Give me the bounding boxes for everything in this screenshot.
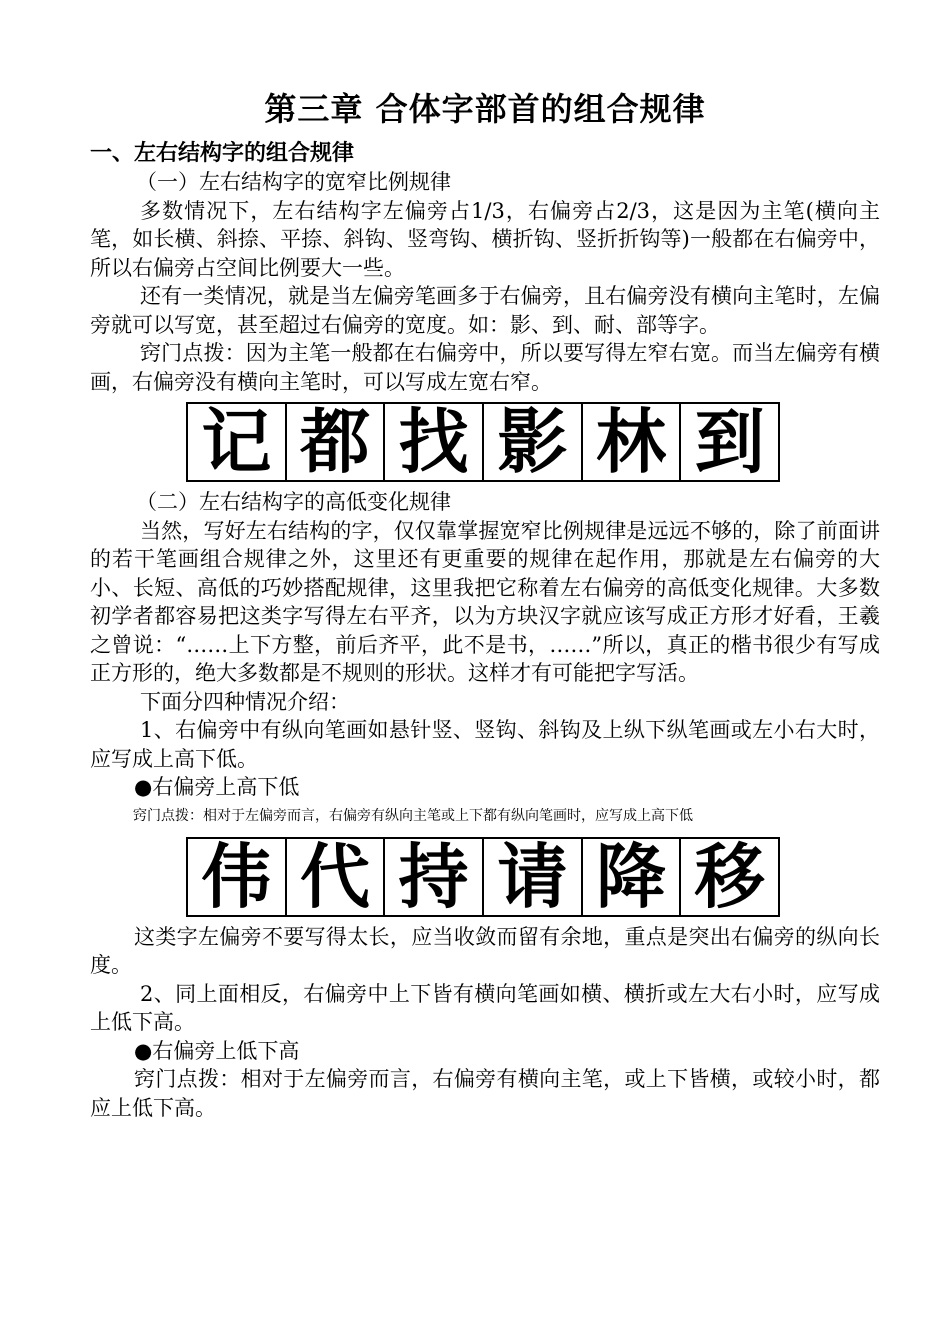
paragraph-6: 1、右偏旁中有纵向笔画如悬针竖、竖钩、斜钩及上纵下纵笔画或左小右大时，应写成上高下低。 [90, 718, 880, 771]
paragraph-9: 窍门点拨：相对于左偏旁而言，右偏旁有横向主笔，或上下皆横，或较小时，都应上低下高。 [90, 1067, 880, 1120]
example-char: 记 [188, 404, 287, 480]
paragraph-8: 2、同上面相反，右偏旁中上下皆有横向笔画如横、横折或左大右小时，应写成上低下高。 [90, 981, 880, 1034]
paragraph-4: 当然，写好左右结构的字，仅仅靠掌握宽窄比例规律是远远不够的，除了前面讲的若干笔画组合规律之外，这里还有更重要的规律在起作用，那就是左右偏旁的大小、长短、高低的巧妙搭配规律，这里我把它称着左右偏旁的高低变化规律。大多数初学者都容易把这类字写得左右平齐，以为方块汉字就应该写成正方形才好看，王羲之曾说：“……上下方整，前后齐平，此不是书，……”所以，真正的楷书很少有写成正方形的，绝大多数都是不规则的形状。这样才有可能把字写活。 [90, 518, 880, 685]
paragraph-1: 多数情况下，左右结构字左偏旁占1/3，右偏旁占2/3，这是因为主笔(横向主笔，如长横、斜捺、平捺、斜钩、竖弯钩、横折钩、竖折折钩等)一般都在右偏旁中，所以右偏旁占空间比例要大一些。 [90, 198, 880, 280]
document-page [90, 86, 880, 1122]
paragraph-3: 窍门点拨：因为主笔一般都在右偏旁中，所以要写得左窄右宽。而当左偏旁有横画，右偏旁没有横向主笔时，可以写成左宽右窄。 [90, 341, 880, 394]
example-char: 代 [287, 839, 386, 915]
paragraph-7: 这类字左偏旁不要写得太长，应当收敛而留有余地，重点是突出右偏旁的纵向长度。 [90, 924, 880, 977]
section-heading: 一、左右结构字的组合规律 [90, 141, 355, 166]
bullet-heading-1: ●右偏旁上高下低 [134, 775, 300, 799]
example-char: 请 [484, 839, 583, 915]
example-char: 都 [287, 404, 386, 480]
example-char: 到 [694, 401, 765, 483]
example-char: 移 [694, 835, 765, 918]
chapter-title: 第三章 合体字部首的组合规律 [264, 90, 706, 128]
bullet-heading-2: ●右偏旁上低下高 [134, 1038, 300, 1063]
tip-note-1: 窍门点拨：相对于左偏旁而言，右偏旁有纵向主笔或上下都有纵向笔画时，应写成上高下低 [133, 807, 693, 824]
example-char: 找 [385, 404, 484, 480]
example-char: 伟 [188, 839, 287, 915]
example-char: 持 [385, 839, 484, 915]
subsection-heading-2: （二）左右结构字的高低变化规律 [136, 490, 451, 514]
example-characters-1 [186, 402, 780, 482]
paragraph-5: 下面分四种情况介绍： [140, 689, 350, 714]
subsection-heading-1: （一）左右结构字的宽窄比例规律 [136, 170, 451, 194]
example-char: 影 [484, 404, 583, 480]
example-char: 林 [583, 404, 682, 480]
paragraph-2: 还有一类情况，就是当左偏旁笔画多于右偏旁，且右偏旁没有横向主笔时，左偏旁就可以写宽，甚至超过右偏旁的宽度。如：影、到、耐、部等字。 [90, 284, 880, 337]
example-char: 降 [583, 839, 682, 915]
example-characters-2 [186, 837, 780, 917]
